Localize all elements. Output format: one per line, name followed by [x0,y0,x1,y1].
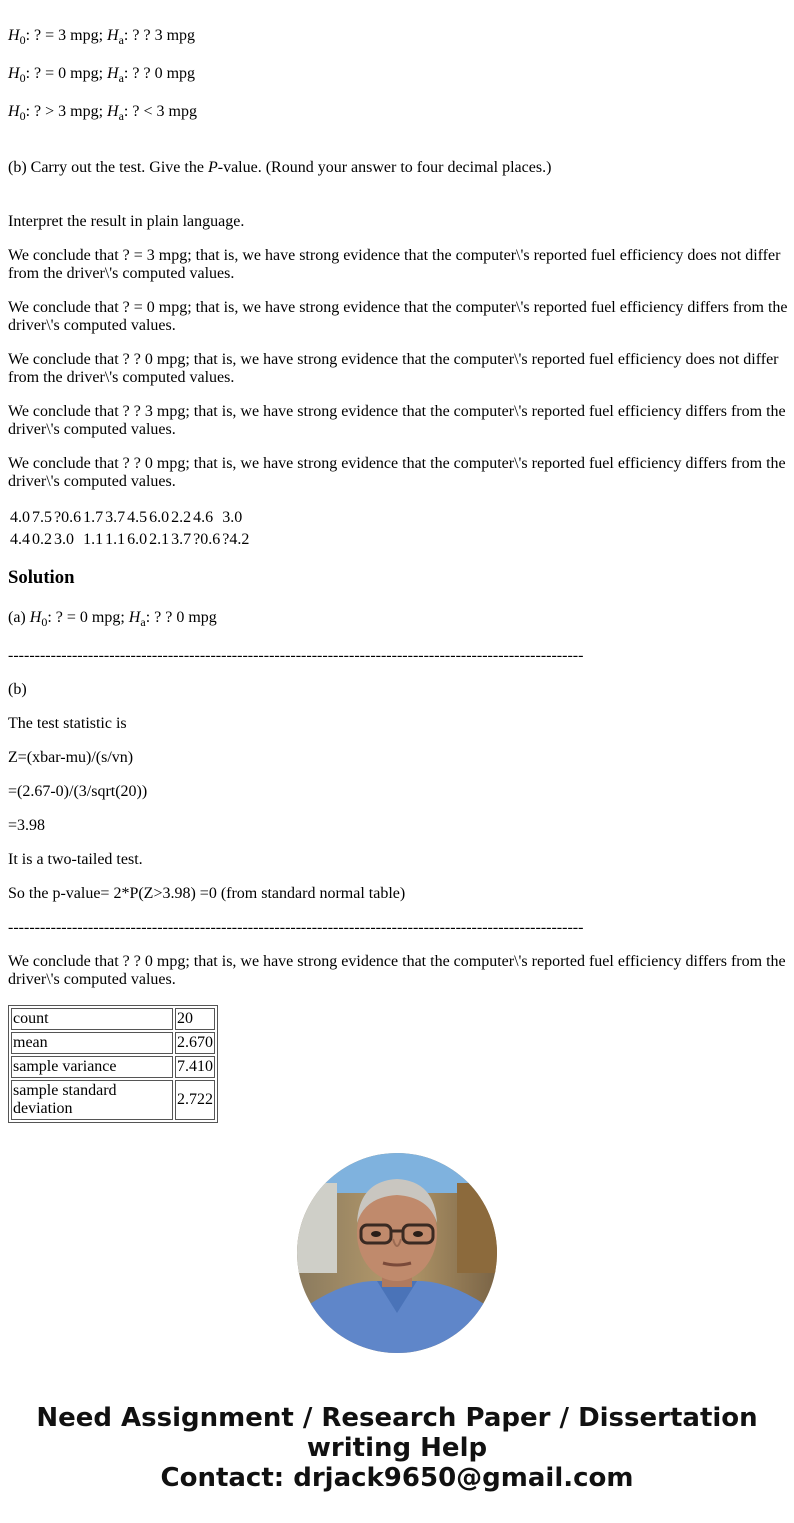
data-cell: 1.1 [105,531,126,548]
data-row [10,530,249,550]
data-cell: 6.0 [149,509,170,526]
ha-text: : ? < 3 mpg [123,103,197,120]
ha-label: H [107,27,119,44]
stat-value: 20 [175,1008,215,1030]
interpret-prompt: Interpret the result in plain language. [8,213,245,230]
h0-subscript: 0 [19,33,26,47]
data-cell: 2.1 [149,531,170,548]
h0-label: H [8,27,20,44]
stat-value: 7.410 [175,1056,215,1078]
solution-step: =3.98 [8,817,46,834]
data-cell: 3.7 [105,509,126,526]
part-b-question [8,159,551,177]
solution-step: So the p-value= 2*P(Z>3.98) =0 (from standard normal table) [8,885,406,902]
conclusion-option-2: We conclude that ? = 0 mpg; that is, we have strong evidence that the computer\'s reported fuel efficiency differs from the driver\'s computed values. [8,299,788,334]
data-cell: ?0.6 [193,531,221,548]
h0-text: : ? > 3 mpg; [25,103,108,120]
h0-label: H [8,65,20,82]
data-cell: ?0.6 [54,509,82,526]
data-cell: 4.5 [127,509,148,526]
ha-label: H [107,103,119,120]
h0-subscript: 0 [19,71,26,85]
stat-label: mean [11,1032,173,1054]
solution-part-b-label: (b) [8,681,27,698]
h0-subscript: 0 [19,109,26,123]
ha-subscript: a [118,33,124,47]
ha-subscript: a [118,109,124,123]
data-table [8,506,251,552]
solution-step: It is a two-tailed test. [8,851,143,868]
h0-subscript: 0 [41,615,48,629]
solution-part-a [8,609,217,627]
solution-step: =(2.67-0)/(3/sqrt(20)) [8,783,148,800]
banner-line-1: Need Assignment / Research Paper / Dissertation writing Help [36,1403,758,1463]
p-italic: P [207,159,218,176]
part-a-prefix: (a) [8,609,30,626]
divider: ------------------------------------------------------------------------------------------------------------ [8,919,584,936]
divider: ------------------------------------------------------------------------------------------------------------ [8,647,584,664]
banner-line-2: Contact: drjack9650@gmail.com [160,1463,634,1493]
ha-text: : ? ? 0 mpg [145,609,217,626]
table-row [11,1056,215,1078]
ha-label: H [107,65,119,82]
data-cell: 3.7 [171,531,192,548]
stat-label: sample variance [11,1056,173,1078]
solution-step: Z=(xbar-mu)/(s/vn) [8,749,134,766]
data-cell: 4.6 [193,509,214,526]
h0-text: : ? = 0 mpg; [47,609,129,626]
ha-text: : ? ? 0 mpg [123,65,196,82]
conclusion-option-1: We conclude that ? = 3 mpg; that is, we have strong evidence that the computer\'s reported fuel efficiency does not differ from the driver\'s computed values. [8,247,781,282]
profile-photo [297,1153,497,1353]
data-cell: 4.4 [10,531,30,548]
avatar-illustration [297,1153,497,1353]
contact-banner [0,1403,794,1493]
stat-label: count [11,1008,173,1030]
data-cell: 6.0 [127,531,148,548]
conclusion-option-4: We conclude that ? ? 3 mpg; that is, we have strong evidence that the computer\'s reported fuel efficiency differs from the driver\'s computed values. [8,403,786,438]
ha-subscript: a [140,615,146,629]
stat-value: 2.722 [175,1080,215,1120]
conclusion-option-5: We conclude that ? ? 0 mpg; that is, we have strong evidence that the computer\'s reported fuel efficiency differs from the driver\'s computed values. [8,455,786,490]
data-cell: 2.2 [171,509,192,526]
stats-table [8,1005,218,1123]
ha-text: : ? ? 3 mpg [123,27,196,44]
h0-text: : ? = 3 mpg; [25,27,108,44]
h0-text: : ? = 0 mpg; [25,65,108,82]
table-row [11,1008,215,1030]
hypothesis-option-1 [8,27,195,45]
table-row [11,1080,215,1120]
data-cell: 1.1 [83,531,104,548]
solution-heading: Solution [8,567,75,588]
data-cell: 4.0 [10,509,30,526]
solution-conclusion: We conclude that ? ? 0 mpg; that is, we have strong evidence that the computer\'s reported fuel efficiency differs from the driver\'s computed values. [8,953,786,988]
stat-value: 2.670 [175,1032,215,1054]
data-cell: 3.0 [54,531,74,548]
part-b-suffix: -value. (Round your answer to four decimal places.) [217,159,552,176]
hypothesis-option-3 [8,103,197,121]
ha-label: H [128,609,141,626]
data-cell: 0.2 [32,531,52,548]
part-b-prefix: (b) Carry out the test. Give the [8,159,208,176]
h0-label: H [29,609,42,626]
ha-subscript: a [118,71,124,85]
data-cell: ?4.2 [222,531,250,548]
solution-step: The test statistic is [8,715,127,732]
table-row [11,1032,215,1054]
data-cell: 3.0 [222,509,243,526]
conclusion-option-3: We conclude that ? ? 0 mpg; that is, we have strong evidence that the computer\'s reported fuel efficiency does not differ from the driver\'s computed values. [8,351,779,386]
data-cell: 7.5 [32,509,52,526]
hypothesis-option-2 [8,65,195,83]
data-cell: 1.7 [83,509,104,526]
data-row [10,508,249,528]
stat-label: sample standard deviation [11,1080,173,1120]
h0-label: H [8,103,20,120]
